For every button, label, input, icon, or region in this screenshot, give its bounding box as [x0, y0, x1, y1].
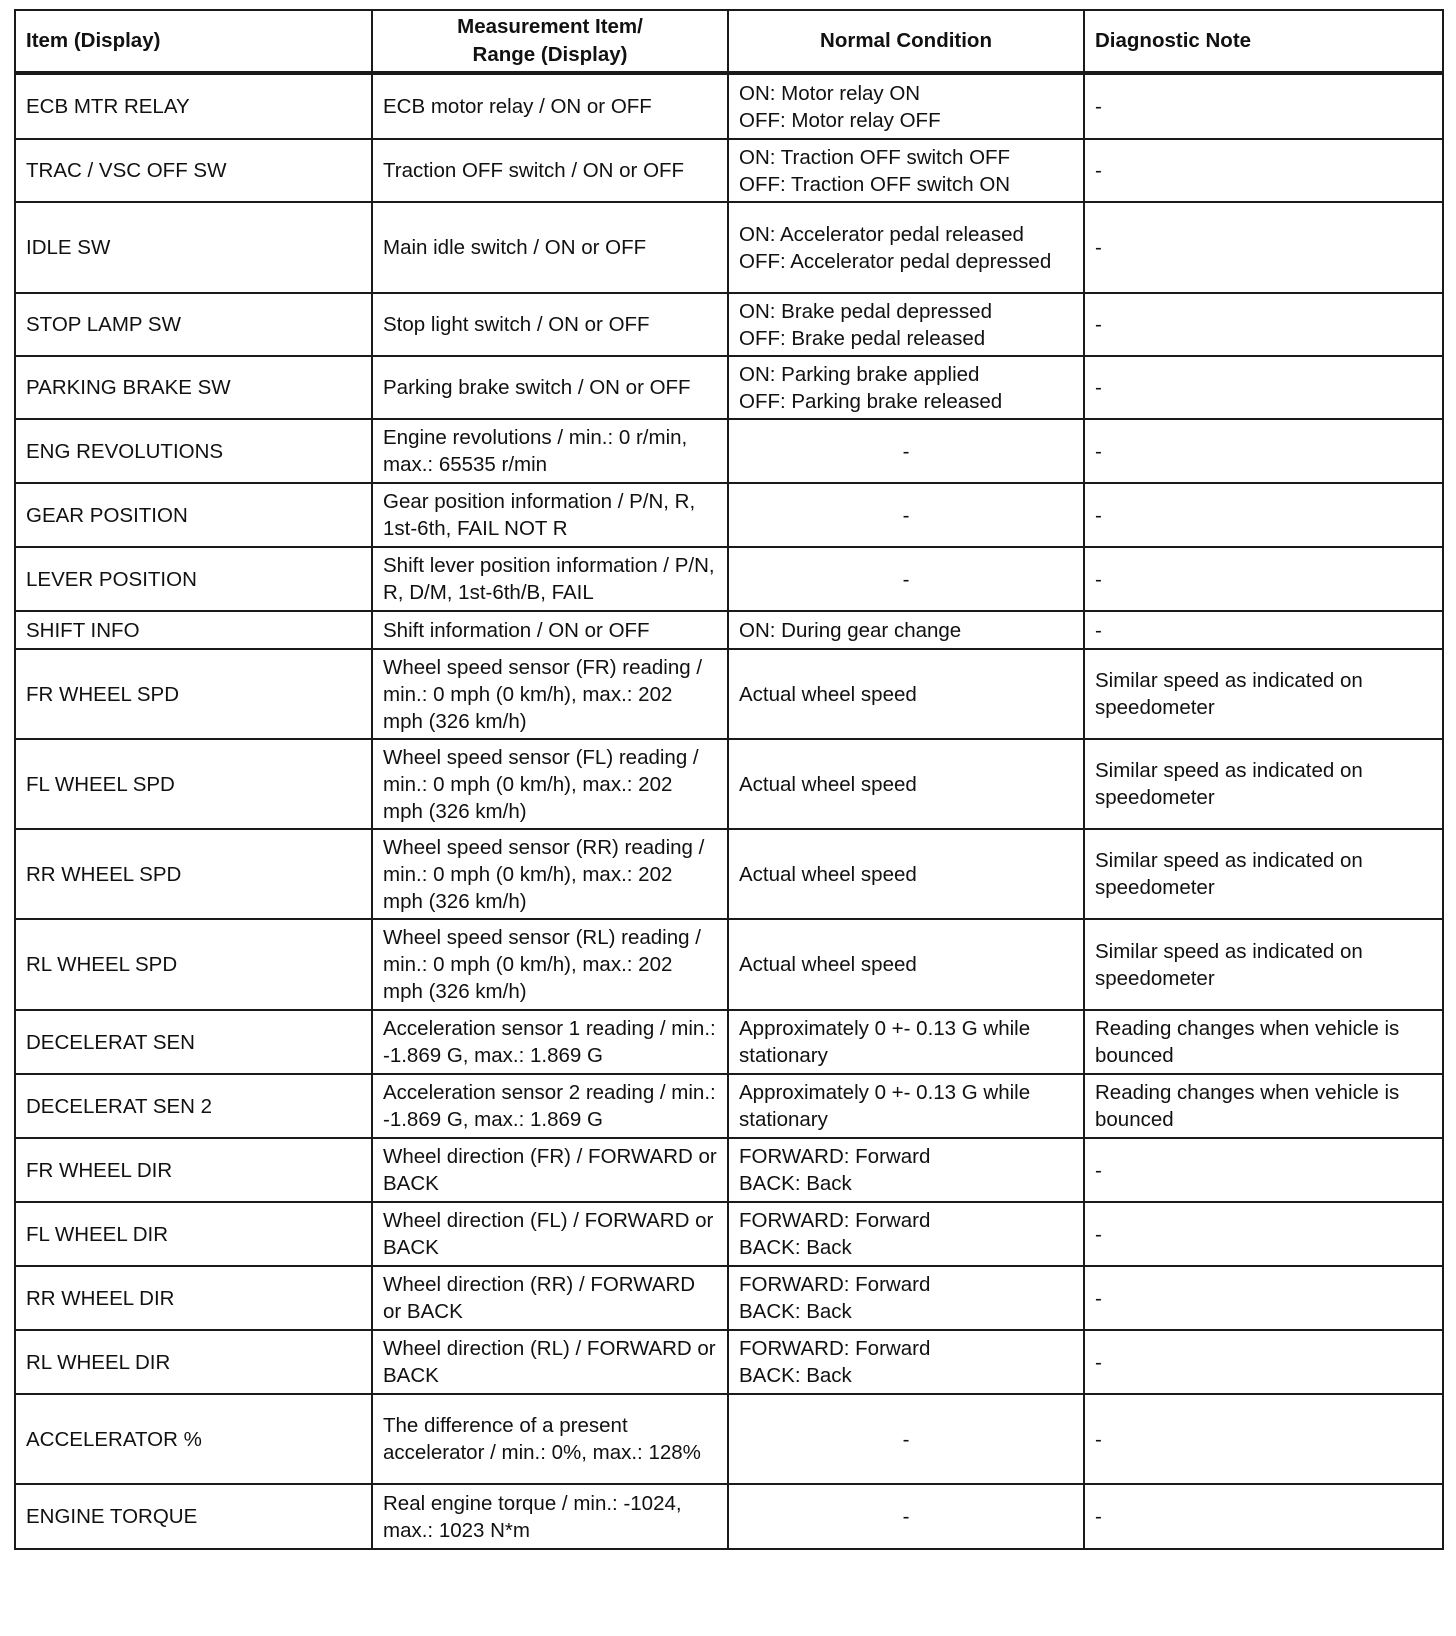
cell-item: ENG REVOLUTIONS: [15, 419, 372, 483]
cell-diagnostic-note: -: [1084, 1138, 1443, 1202]
data-list-table: [14, 9, 1444, 1550]
cell-item: STOP LAMP SW: [15, 293, 372, 356]
table-row: [15, 356, 1443, 419]
cell-item: RR WHEEL DIR: [15, 1266, 372, 1330]
table-row: [15, 829, 1443, 919]
table-row: [15, 73, 1443, 139]
cell-item: PARKING BRAKE SW: [15, 356, 372, 419]
cell-measurement: Wheel speed sensor (FL) reading / min.: 0 mph (0 km/h), max.: 202 mph (326 km/h): [372, 739, 728, 829]
cell-measurement: Wheel speed sensor (RL) reading / min.: 0 mph (0 km/h), max.: 202 mph (326 km/h): [372, 919, 728, 1010]
table-row: [15, 611, 1443, 649]
header-measurement-line1: Measurement Item/: [457, 15, 643, 38]
cell-normal-condition: -: [728, 1394, 1084, 1484]
cell-diagnostic-note: -: [1084, 547, 1443, 611]
cell-item: RR WHEEL SPD: [15, 829, 372, 919]
cell-diagnostic-note: -: [1084, 202, 1443, 293]
cell-diagnostic-note: -: [1084, 1484, 1443, 1549]
cell-measurement: Stop light switch / ON or OFF: [372, 293, 728, 356]
cell-diagnostic-note: Similar speed as indicated on speedometer: [1084, 739, 1443, 829]
cell-measurement: The difference of a present accelerator / min.: 0%, max.: 128%: [372, 1394, 728, 1484]
table-row: [15, 1266, 1443, 1330]
cell-diagnostic-note: Similar speed as indicated on speedometer: [1084, 829, 1443, 919]
cell-normal-condition: Actual wheel speed: [728, 739, 1084, 829]
cell-item: FL WHEEL SPD: [15, 739, 372, 829]
cell-measurement: Parking brake switch / ON or OFF: [372, 356, 728, 419]
cell-normal-condition: FORWARD: Forward BACK: Back: [728, 1202, 1084, 1266]
table-row: [15, 547, 1443, 611]
cell-measurement: Wheel direction (FR) / FORWARD or BACK: [372, 1138, 728, 1202]
cell-normal-condition: ON: During gear change: [728, 611, 1084, 649]
cell-diagnostic-note: -: [1084, 1394, 1443, 1484]
cell-measurement: Wheel speed sensor (FR) reading / min.: 0 mph (0 km/h), max.: 202 mph (326 km/h): [372, 649, 728, 739]
cell-measurement: Acceleration sensor 2 reading / min.: -1.869 G, max.: 1.869 G: [372, 1074, 728, 1138]
table-row: [15, 649, 1443, 739]
header-diagnostic-note: Diagnostic Note: [1084, 10, 1443, 73]
cell-diagnostic-note: -: [1084, 1202, 1443, 1266]
cell-measurement: ECB motor relay / ON or OFF: [372, 73, 728, 139]
table-row: [15, 1074, 1443, 1138]
cell-diagnostic-note: -: [1084, 1330, 1443, 1394]
header-measurement: [372, 10, 728, 73]
table-row: [15, 1010, 1443, 1074]
cell-diagnostic-note: -: [1084, 419, 1443, 483]
table-row: [15, 293, 1443, 356]
cell-measurement: Wheel direction (RL) / FORWARD or BACK: [372, 1330, 728, 1394]
cell-normal-condition: -: [728, 483, 1084, 547]
cell-measurement: Wheel direction (FL) / FORWARD or BACK: [372, 1202, 728, 1266]
header-normal-condition: Normal Condition: [728, 10, 1084, 73]
cell-normal-condition: FORWARD: Forward BACK: Back: [728, 1330, 1084, 1394]
cell-item: GEAR POSITION: [15, 483, 372, 547]
cell-item: ACCELERATOR %: [15, 1394, 372, 1484]
cell-diagnostic-note: Similar speed as indicated on speedometer: [1084, 649, 1443, 739]
cell-measurement: Real engine torque / min.: -1024, max.: 1023 N*m: [372, 1484, 728, 1549]
cell-normal-condition: -: [728, 419, 1084, 483]
table-row: [15, 1394, 1443, 1484]
table-row: [15, 483, 1443, 547]
table-row: [15, 1138, 1443, 1202]
cell-diagnostic-note: -: [1084, 1266, 1443, 1330]
cell-normal-condition: Approximately 0 +- 0.13 G while stationary: [728, 1074, 1084, 1138]
cell-measurement: Wheel direction (RR) / FORWARD or BACK: [372, 1266, 728, 1330]
cell-diagnostic-note: -: [1084, 73, 1443, 139]
table-row: [15, 739, 1443, 829]
cell-normal-condition: Actual wheel speed: [728, 919, 1084, 1010]
cell-normal-condition: Approximately 0 +- 0.13 G while stationary: [728, 1010, 1084, 1074]
header-item: Item (Display): [15, 10, 372, 73]
table-row: [15, 1484, 1443, 1549]
cell-normal-condition: Actual wheel speed: [728, 649, 1084, 739]
cell-item: RL WHEEL SPD: [15, 919, 372, 1010]
table-row: [15, 1330, 1443, 1394]
cell-item: TRAC / VSC OFF SW: [15, 139, 372, 202]
table-body: [15, 73, 1443, 1549]
cell-measurement: Shift lever position information / P/N, R, D/M, 1st-6th/B, FAIL: [372, 547, 728, 611]
cell-measurement: Wheel speed sensor (RR) reading / min.: 0 mph (0 km/h), max.: 202 mph (326 km/h): [372, 829, 728, 919]
cell-diagnostic-note: -: [1084, 293, 1443, 356]
cell-diagnostic-note: Reading changes when vehicle is bounced: [1084, 1010, 1443, 1074]
cell-measurement: Shift information / ON or OFF: [372, 611, 728, 649]
cell-normal-condition: Actual wheel speed: [728, 829, 1084, 919]
cell-normal-condition: -: [728, 547, 1084, 611]
cell-item: DECELERAT SEN 2: [15, 1074, 372, 1138]
cell-measurement: Acceleration sensor 1 reading / min.: -1.869 G, max.: 1.869 G: [372, 1010, 728, 1074]
cell-item: FR WHEEL SPD: [15, 649, 372, 739]
cell-item: RL WHEEL DIR: [15, 1330, 372, 1394]
table-row: [15, 419, 1443, 483]
cell-item: LEVER POSITION: [15, 547, 372, 611]
cell-diagnostic-note: Reading changes when vehicle is bounced: [1084, 1074, 1443, 1138]
cell-measurement: Gear position information / P/N, R, 1st-6th, FAIL NOT R: [372, 483, 728, 547]
cell-normal-condition: -: [728, 1484, 1084, 1549]
table-row: [15, 139, 1443, 202]
cell-normal-condition: ON: Accelerator pedal released OFF: Accelerator pedal depressed: [728, 202, 1084, 293]
cell-diagnostic-note: Similar speed as indicated on speedometer: [1084, 919, 1443, 1010]
cell-normal-condition: ON: Traction OFF switch OFF OFF: Traction OFF switch ON: [728, 139, 1084, 202]
cell-normal-condition: FORWARD: Forward BACK: Back: [728, 1266, 1084, 1330]
cell-item: ENGINE TORQUE: [15, 1484, 372, 1549]
cell-item: FL WHEEL DIR: [15, 1202, 372, 1266]
table-row: [15, 202, 1443, 293]
cell-normal-condition: ON: Parking brake applied OFF: Parking brake released: [728, 356, 1084, 419]
cell-normal-condition: ON: Motor relay ON OFF: Motor relay OFF: [728, 73, 1084, 139]
cell-item: SHIFT INFO: [15, 611, 372, 649]
header-measurement-line2: Range (Display): [472, 43, 628, 66]
cell-measurement: Traction OFF switch / ON or OFF: [372, 139, 728, 202]
table-row: [15, 919, 1443, 1010]
cell-diagnostic-note: -: [1084, 483, 1443, 547]
table-header-row: [15, 10, 1443, 73]
cell-item: DECELERAT SEN: [15, 1010, 372, 1074]
cell-item: ECB MTR RELAY: [15, 73, 372, 139]
cell-diagnostic-note: -: [1084, 356, 1443, 419]
cell-normal-condition: ON: Brake pedal depressed OFF: Brake pedal released: [728, 293, 1084, 356]
cell-item: FR WHEEL DIR: [15, 1138, 372, 1202]
table-row: [15, 1202, 1443, 1266]
cell-measurement: Engine revolutions / min.: 0 r/min, max.: 65535 r/min: [372, 419, 728, 483]
cell-diagnostic-note: -: [1084, 611, 1443, 649]
cell-measurement: Main idle switch / ON or OFF: [372, 202, 728, 293]
cell-diagnostic-note: -: [1084, 139, 1443, 202]
cell-normal-condition: FORWARD: Forward BACK: Back: [728, 1138, 1084, 1202]
cell-item: IDLE SW: [15, 202, 372, 293]
